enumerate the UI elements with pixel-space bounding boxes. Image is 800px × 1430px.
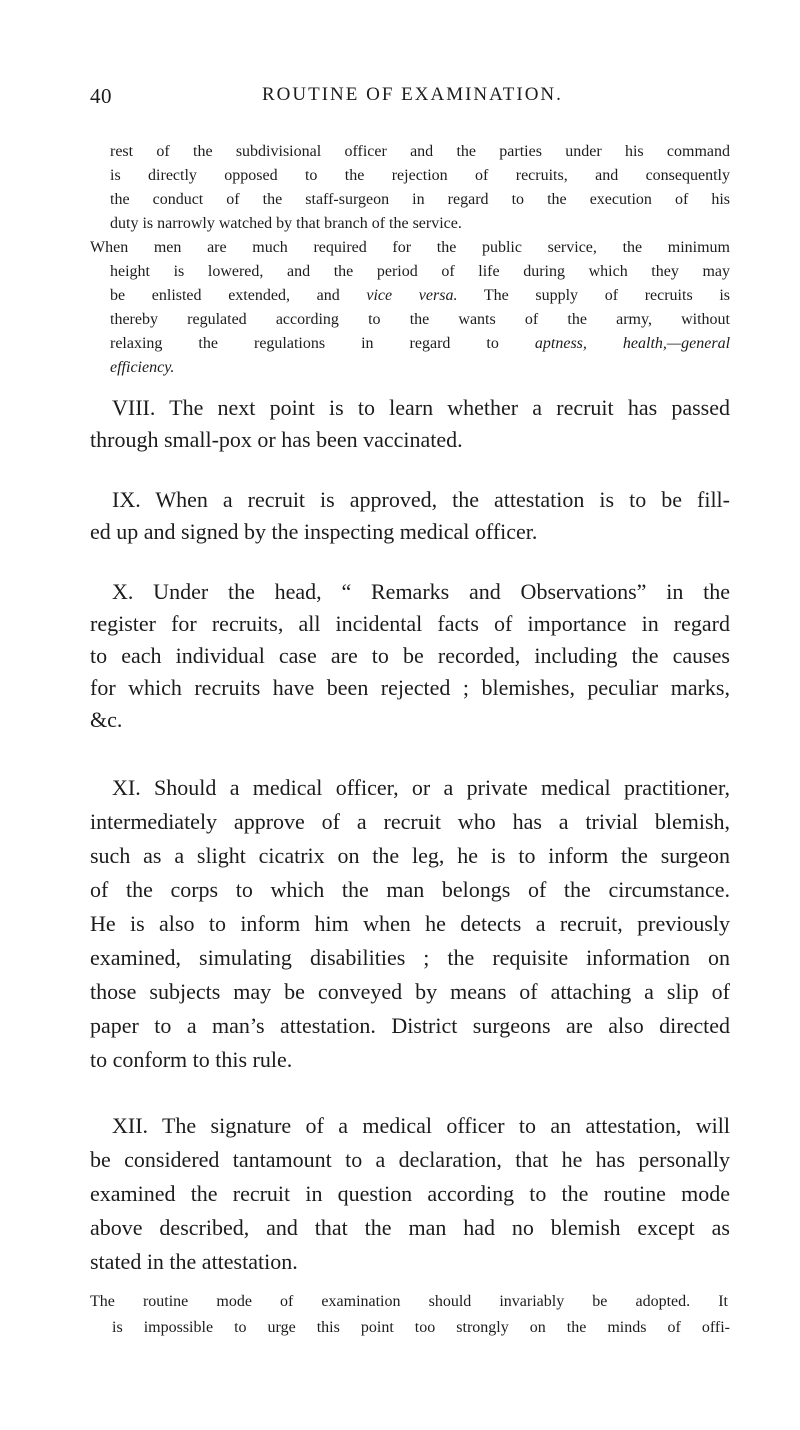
text-line: through small-pox or has been vaccinated. [90, 427, 463, 452]
text-line: be considered tantamount to a declaration, that he has personally [90, 1147, 730, 1172]
text-line: for which recruits have been rejected ; blemishes, peculiar marks, [90, 675, 730, 700]
text-line: paper to a man’s attestation. District surgeons are also directed [90, 1013, 730, 1038]
text-line: is impossible to urge this point too strongly on the minds of offi- [112, 1319, 730, 1336]
text-line: When men are much required for the public service, the minimum [90, 239, 730, 256]
text-line: examined, simulating disabilities ; the requisite information on [90, 945, 730, 970]
text-line: those subjects may be conveyed by means of attaching a slip of [90, 979, 730, 1004]
text-line: duty is narrowly watched by that branch of the service. [110, 215, 462, 232]
text-line: be enlisted extended, and vice versa. The supply of recruits is [110, 287, 730, 304]
text-line: height is lowered, and the period of life during which they may [110, 263, 730, 280]
text-line: to conform to this rule. [90, 1047, 293, 1072]
text-line: to each individual case are to be recorded, including the causes [90, 643, 730, 668]
text-line: rest of the subdivisional officer and the parties under his command [110, 143, 730, 160]
text-line: XI. Should a medical officer, or a private medical practitioner, [112, 775, 730, 800]
text-line: X. Under the head, “ Remarks and Observations” in the [112, 579, 730, 604]
text-line: the conduct of the staff-surgeon in regard to the execution of his [110, 191, 730, 208]
text-line: efficiency. [110, 359, 175, 376]
text-line: above described, and that the man had no blemish except as [90, 1215, 730, 1240]
text-line: thereby regulated according to the wants of the army, without [110, 311, 730, 328]
text-line: He is also to inform him when he detects a recruit, previously [90, 911, 730, 936]
text-line: intermediately approve of a recruit who has a trivial blemish, [90, 809, 730, 834]
page-header [90, 84, 730, 114]
text-line: ed up and signed by the inspecting medical officer. [90, 519, 538, 544]
text-line: IX. When a recruit is approved, the attestation is to be fill- [112, 487, 730, 512]
page-number: 40 [90, 84, 112, 108]
text-line: stated in the attestation. [90, 1249, 298, 1274]
text-line: examined the recruit in question according to the routine mode [90, 1181, 730, 1206]
text-line: VIII. The next point is to learn whether a recruit has passed [112, 395, 730, 420]
text-line: The routine mode of examination should invariably be adopted. It [90, 1293, 728, 1310]
text-line: XII. The signature of a medical officer to an attestation, will [112, 1113, 730, 1138]
text-line: relaxing the regulations in regard to aptness, health,—general [110, 335, 730, 352]
text-line: of the corps to which the man belongs of the circumstance. [90, 877, 730, 902]
running-head: ROUTINE OF EXAMINATION. [262, 84, 563, 105]
text-line: &c. [90, 707, 123, 732]
text-line: such as a slight cicatrix on the leg, he is to inform the surgeon [90, 843, 730, 868]
text-line: is directly opposed to the rejection of recruits, and consequently [110, 167, 730, 184]
text-line: register for recruits, all incidental facts of importance in regard [90, 611, 730, 636]
